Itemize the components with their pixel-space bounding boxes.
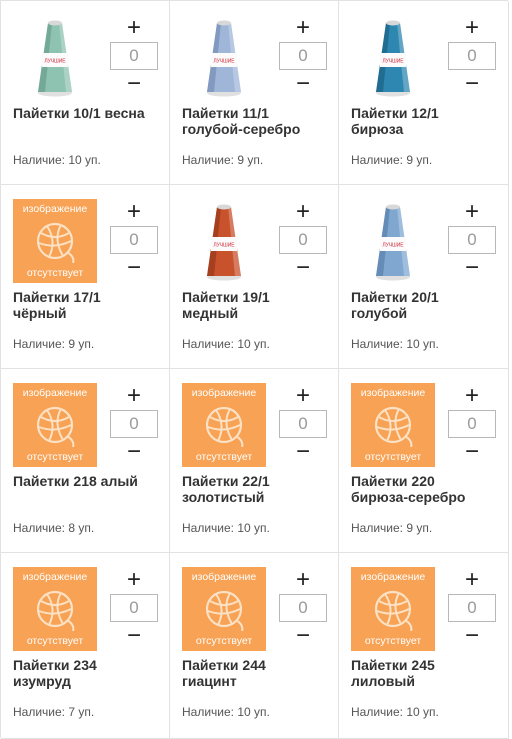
product-card bbox=[339, 369, 509, 553]
quantity-input[interactable] bbox=[448, 226, 496, 254]
product-image[interactable] bbox=[13, 15, 97, 99]
quantity-stepper bbox=[109, 567, 159, 649]
quantity-input[interactable] bbox=[110, 410, 158, 438]
product-image[interactable] bbox=[351, 199, 435, 283]
product-name[interactable] bbox=[182, 289, 332, 321]
increase-button[interactable]: + bbox=[295, 566, 310, 593]
quantity-stepper bbox=[109, 383, 159, 465]
stock-availability: Наличие: 7 уп. bbox=[13, 705, 95, 719]
product-name-line2: бирюза-серебро bbox=[351, 489, 466, 505]
product-name-line1: Пайетки 19/1 bbox=[182, 289, 270, 305]
placeholder-bottom-text: отсутствует bbox=[364, 451, 422, 463]
product-name[interactable] bbox=[182, 473, 332, 505]
image-placeholder bbox=[182, 567, 266, 651]
stock-availability: Наличие: 10 уп. bbox=[13, 153, 101, 167]
quantity-stepper bbox=[447, 383, 497, 465]
quantity-stepper bbox=[447, 567, 497, 649]
product-card bbox=[170, 553, 339, 739]
placeholder-bottom-text: отсутствует bbox=[26, 635, 84, 647]
decrease-button[interactable]: − bbox=[295, 70, 310, 97]
product-card bbox=[170, 1, 339, 185]
product-card bbox=[1, 1, 170, 185]
product-name-line2: чёрный bbox=[13, 305, 67, 321]
quantity-input[interactable] bbox=[279, 410, 327, 438]
placeholder-top-text: изображение bbox=[22, 203, 88, 215]
product-name[interactable] bbox=[13, 289, 163, 321]
quantity-input[interactable] bbox=[448, 594, 496, 622]
product-image[interactable] bbox=[182, 15, 266, 99]
placeholder-bottom-text: отсутствует bbox=[364, 635, 422, 647]
product-card bbox=[170, 185, 339, 369]
placeholder-top-text: изображение bbox=[22, 571, 88, 583]
image-placeholder bbox=[13, 567, 97, 651]
quantity-input[interactable] bbox=[110, 226, 158, 254]
quantity-stepper bbox=[447, 15, 497, 97]
product-name-line2: голубой-серебро bbox=[182, 121, 301, 137]
product-name[interactable] bbox=[351, 473, 501, 505]
product-card bbox=[170, 369, 339, 553]
product-name-line2: изумруд bbox=[13, 673, 71, 689]
quantity-stepper bbox=[278, 199, 328, 281]
stock-availability: Наличие: 10 уп. bbox=[351, 705, 439, 719]
placeholder-top-text: изображение bbox=[360, 571, 426, 583]
product-name-line1: Пайетки 22/1 bbox=[182, 473, 270, 489]
placeholder-top-text: изображение bbox=[191, 571, 257, 583]
image-placeholder bbox=[13, 199, 97, 283]
product-name-line1: Пайетки 218 алый bbox=[13, 473, 138, 489]
increase-button[interactable]: + bbox=[464, 382, 479, 409]
placeholder-top-text: изображение bbox=[22, 387, 88, 399]
placeholder-bottom-text: отсутствует bbox=[26, 451, 84, 463]
decrease-button[interactable]: − bbox=[126, 254, 141, 281]
quantity-input[interactable] bbox=[448, 410, 496, 438]
yarn-ball-icon bbox=[202, 403, 246, 447]
yarn-spool-icon bbox=[204, 203, 244, 281]
product-name-line1: Пайетки 17/1 bbox=[13, 289, 101, 305]
decrease-button[interactable]: − bbox=[295, 438, 310, 465]
decrease-button[interactable]: − bbox=[295, 254, 310, 281]
product-image[interactable] bbox=[351, 15, 435, 99]
product-name-line1: Пайетки 244 bbox=[182, 657, 266, 673]
product-name[interactable] bbox=[13, 473, 163, 489]
product-card bbox=[1, 369, 170, 553]
decrease-button[interactable]: − bbox=[126, 622, 141, 649]
image-placeholder bbox=[182, 383, 266, 467]
increase-button[interactable]: + bbox=[464, 198, 479, 225]
quantity-input[interactable] bbox=[110, 42, 158, 70]
increase-button[interactable]: + bbox=[464, 566, 479, 593]
increase-button[interactable]: + bbox=[295, 14, 310, 41]
product-name-line1: Пайетки 20/1 bbox=[351, 289, 439, 305]
image-placeholder bbox=[351, 383, 435, 467]
image-placeholder bbox=[351, 567, 435, 651]
product-name-line1: Пайетки 234 bbox=[13, 657, 97, 673]
product-image[interactable] bbox=[351, 567, 435, 651]
increase-button[interactable]: + bbox=[295, 198, 310, 225]
product-card bbox=[339, 185, 509, 369]
decrease-button[interactable]: − bbox=[126, 438, 141, 465]
product-name-line2: лиловый bbox=[351, 673, 415, 689]
placeholder-bottom-text: отсутствует bbox=[195, 635, 253, 647]
yarn-ball-icon bbox=[33, 587, 77, 631]
product-name-line2: голубой bbox=[351, 305, 408, 321]
product-name[interactable] bbox=[182, 105, 332, 137]
yarn-spool-icon bbox=[204, 19, 244, 97]
stock-availability: Наличие: 10 уп. bbox=[182, 337, 270, 351]
image-placeholder bbox=[13, 383, 97, 467]
stock-availability: Наличие: 9 уп. bbox=[13, 337, 95, 351]
decrease-button[interactable]: − bbox=[464, 70, 479, 97]
quantity-stepper bbox=[447, 199, 497, 281]
quantity-input[interactable] bbox=[448, 42, 496, 70]
product-name[interactable] bbox=[351, 289, 501, 321]
yarn-spool-icon bbox=[373, 203, 413, 281]
product-name-line1: Пайетки 245 bbox=[351, 657, 435, 673]
svg-text:ЛУЧШИЕ: ЛУЧШИЕ bbox=[213, 242, 235, 249]
stock-availability: Наличие: 9 уп. bbox=[351, 153, 433, 167]
yarn-spool-icon bbox=[373, 19, 413, 97]
product-card bbox=[339, 1, 509, 185]
placeholder-bottom-text: отсутствует bbox=[195, 451, 253, 463]
product-name[interactable] bbox=[351, 105, 501, 137]
yarn-spool-icon bbox=[35, 19, 75, 97]
placeholder-top-text: изображение bbox=[360, 387, 426, 399]
product-image[interactable] bbox=[182, 199, 266, 283]
product-card bbox=[1, 185, 170, 369]
product-name-line2: медный bbox=[182, 305, 239, 321]
svg-text:ЛУЧШИЕ: ЛУЧШИЕ bbox=[382, 242, 404, 249]
quantity-input[interactable] bbox=[279, 226, 327, 254]
quantity-stepper bbox=[278, 567, 328, 649]
product-image[interactable] bbox=[13, 567, 97, 651]
decrease-button[interactable]: − bbox=[464, 622, 479, 649]
yarn-ball-icon bbox=[202, 587, 246, 631]
stock-availability: Наличие: 10 уп. bbox=[182, 521, 270, 535]
quantity-input[interactable] bbox=[279, 42, 327, 70]
yarn-ball-icon bbox=[33, 403, 77, 447]
stock-availability: Наличие: 9 уп. bbox=[351, 521, 433, 535]
product-image[interactable] bbox=[182, 567, 266, 651]
product-card bbox=[1, 553, 170, 739]
quantity-input[interactable] bbox=[110, 594, 158, 622]
quantity-stepper bbox=[278, 383, 328, 465]
product-image[interactable] bbox=[182, 383, 266, 467]
stock-availability: Наличие: 10 уп. bbox=[351, 337, 439, 351]
decrease-button[interactable]: − bbox=[464, 254, 479, 281]
product-name[interactable] bbox=[13, 657, 163, 689]
yarn-ball-icon bbox=[371, 587, 415, 631]
quantity-stepper bbox=[109, 199, 159, 281]
increase-button[interactable]: + bbox=[126, 566, 141, 593]
svg-text:ЛУЧШИЕ: ЛУЧШИЕ bbox=[382, 58, 404, 65]
stock-availability: Наличие: 10 уп. bbox=[182, 705, 270, 719]
product-image[interactable] bbox=[13, 199, 97, 283]
svg-text:ЛУЧШИЕ: ЛУЧШИЕ bbox=[213, 58, 235, 65]
placeholder-bottom-text: отсутствует bbox=[26, 267, 84, 279]
product-name-line1: Пайетки 11/1 bbox=[182, 105, 269, 121]
product-image[interactable] bbox=[13, 383, 97, 467]
product-name-line1: Пайетки 10/1 весна bbox=[13, 105, 145, 121]
decrease-button[interactable]: − bbox=[295, 622, 310, 649]
decrease-button[interactable]: − bbox=[126, 70, 141, 97]
product-name[interactable] bbox=[351, 657, 501, 689]
quantity-stepper bbox=[109, 15, 159, 97]
product-card bbox=[339, 553, 509, 739]
increase-button[interactable]: + bbox=[126, 198, 141, 225]
quantity-input[interactable] bbox=[279, 594, 327, 622]
product-name[interactable] bbox=[182, 657, 332, 689]
yarn-ball-icon bbox=[33, 219, 77, 263]
product-name-line2: золотистый bbox=[182, 489, 265, 505]
svg-text:ЛУЧШИЕ: ЛУЧШИЕ bbox=[44, 58, 66, 65]
placeholder-top-text: изображение bbox=[191, 387, 257, 399]
quantity-stepper bbox=[278, 15, 328, 97]
decrease-button[interactable]: − bbox=[464, 438, 479, 465]
yarn-ball-icon bbox=[371, 403, 415, 447]
product-name-line1: Пайетки 12/1 bbox=[351, 105, 439, 121]
product-name-line2: бирюза bbox=[351, 121, 404, 137]
increase-button[interactable]: + bbox=[295, 382, 310, 409]
stock-availability: Наличие: 8 уп. bbox=[13, 521, 95, 535]
product-name-line1: Пайетки 220 bbox=[351, 473, 435, 489]
increase-button[interactable]: + bbox=[126, 14, 141, 41]
product-name-line2: гиацинт bbox=[182, 673, 237, 689]
increase-button[interactable]: + bbox=[464, 14, 479, 41]
product-name[interactable] bbox=[13, 105, 163, 121]
increase-button[interactable]: + bbox=[126, 382, 141, 409]
stock-availability: Наличие: 9 уп. bbox=[182, 153, 264, 167]
product-image[interactable] bbox=[351, 383, 435, 467]
